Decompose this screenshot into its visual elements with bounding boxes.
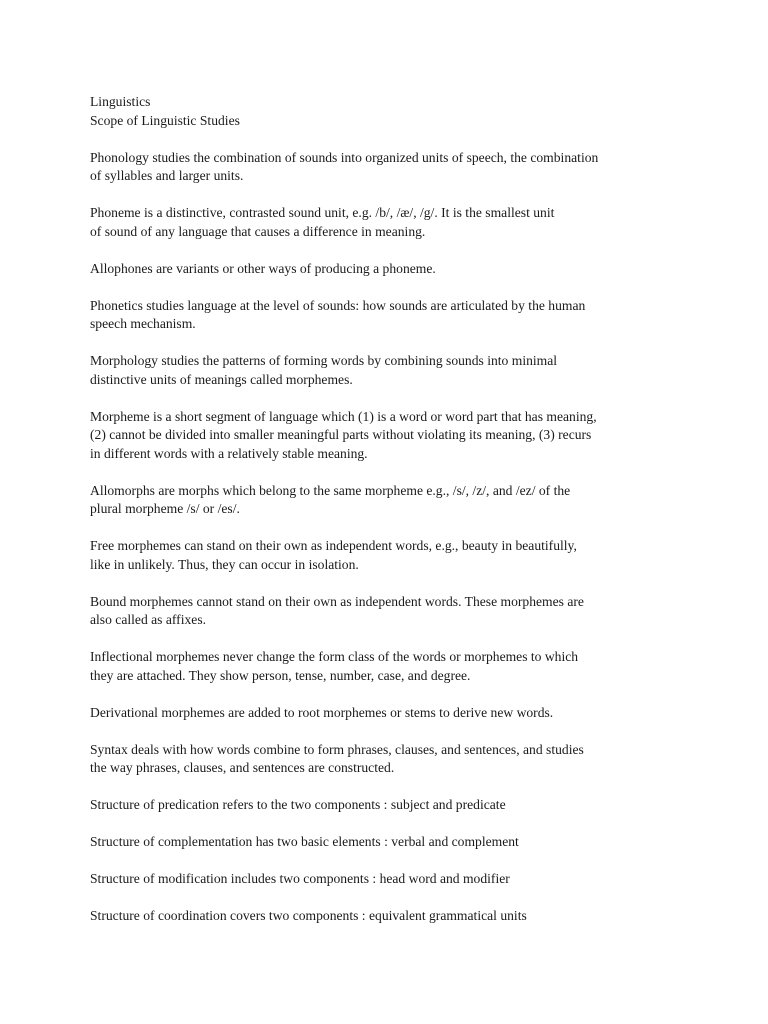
- paragraph: [90, 593, 690, 630]
- paragraph-line: Structure of coordination covers two components : equivalent grammatical units: [90, 908, 527, 923]
- paragraph-line: the way phrases, clauses, and sentences are constructed.: [90, 760, 395, 775]
- paragraph-line: Structure of modification includes two components : head word and modifier: [90, 871, 510, 886]
- paragraph-line: Bound morphemes cannot stand on their own as independent words. These morphemes are: [90, 593, 584, 609]
- paragraph: [90, 204, 690, 241]
- paragraph-list: [90, 149, 690, 926]
- paragraph-line: Phonology studies the combination of sounds into organized units of speech, the combination: [90, 149, 599, 165]
- paragraph-line: Derivational morphemes are added to root morphemes or stems to derive new words.: [90, 704, 554, 720]
- paragraph-line: Morphology studies the patterns of forming words by combining sounds into minimal: [90, 353, 558, 368]
- paragraph-line: Structure of predication refers to the two components : subject and predicate: [90, 797, 506, 812]
- paragraph-line: Morpheme is a short segment of language which (1) is a word or word part that has meaning,: [90, 408, 597, 424]
- document-body: [90, 93, 690, 926]
- paragraph-line: Allophones are variants or other ways of producing a phoneme.: [90, 260, 436, 276]
- paragraph: [90, 741, 690, 778]
- paragraph-line: Structure of complementation has two basic elements : verbal and complement: [90, 834, 519, 849]
- paragraph-line: of syllables and larger units.: [90, 168, 244, 183]
- paragraph-line: they are attached. They show person, tense, number, case, and degree.: [90, 667, 471, 683]
- paragraph: [90, 648, 690, 685]
- paragraph-line: (2) cannot be divided into smaller meaningful parts without violating its meaning, (3) recurs: [90, 427, 592, 442]
- paragraph: [90, 482, 690, 519]
- paragraph: [90, 833, 690, 852]
- paragraph: [90, 796, 690, 815]
- paragraph-line: also called as affixes.: [90, 612, 207, 627]
- paragraph: [90, 297, 690, 334]
- paragraph-line: of sound of any language that causes a difference in meaning.: [90, 223, 426, 239]
- document-subtitle: Scope of Linguistic Studies: [90, 112, 240, 128]
- paragraph-line: in different words with a relatively stable meaning.: [90, 445, 368, 461]
- paragraph-line: plural morpheme /s/ or /es/.: [90, 501, 240, 516]
- paragraph-line: distinctive units of meanings called morphemes.: [90, 371, 353, 387]
- paragraph: [90, 704, 690, 723]
- paragraph-line: speech mechanism.: [90, 316, 196, 331]
- paragraph: [90, 537, 690, 574]
- paragraph: [90, 260, 690, 279]
- paragraph-line: like in unlikely. Thus, they can occur in isolation.: [90, 556, 359, 572]
- paragraph-line: Free morphemes can stand on their own as independent words, e.g., beauty in beautifully,: [90, 538, 577, 553]
- paragraph-line: Allomorphs are morphs which belong to the same morpheme e.g., /s/, /z/, and /ez/ of the: [90, 482, 571, 498]
- paragraph: [90, 408, 690, 464]
- paragraph-line: Inflectional morphemes never change the form class of the words or morphemes to which: [90, 649, 579, 664]
- paragraph: [90, 870, 690, 889]
- paragraph: [90, 149, 690, 186]
- paragraph: [90, 352, 690, 389]
- paragraph-line: Phoneme is a distinctive, contrasted sound unit, e.g. /b/, /æ/, /g/. It is the smallest unit: [90, 205, 555, 220]
- paragraph-line: Syntax deals with how words combine to form phrases, clauses, and sentences, and studies: [90, 741, 584, 757]
- document-title: Linguistics: [90, 94, 151, 109]
- paragraph-line: Phonetics studies language at the level of sounds: how sounds are articulated by the human: [90, 297, 586, 313]
- paragraph: [90, 907, 690, 926]
